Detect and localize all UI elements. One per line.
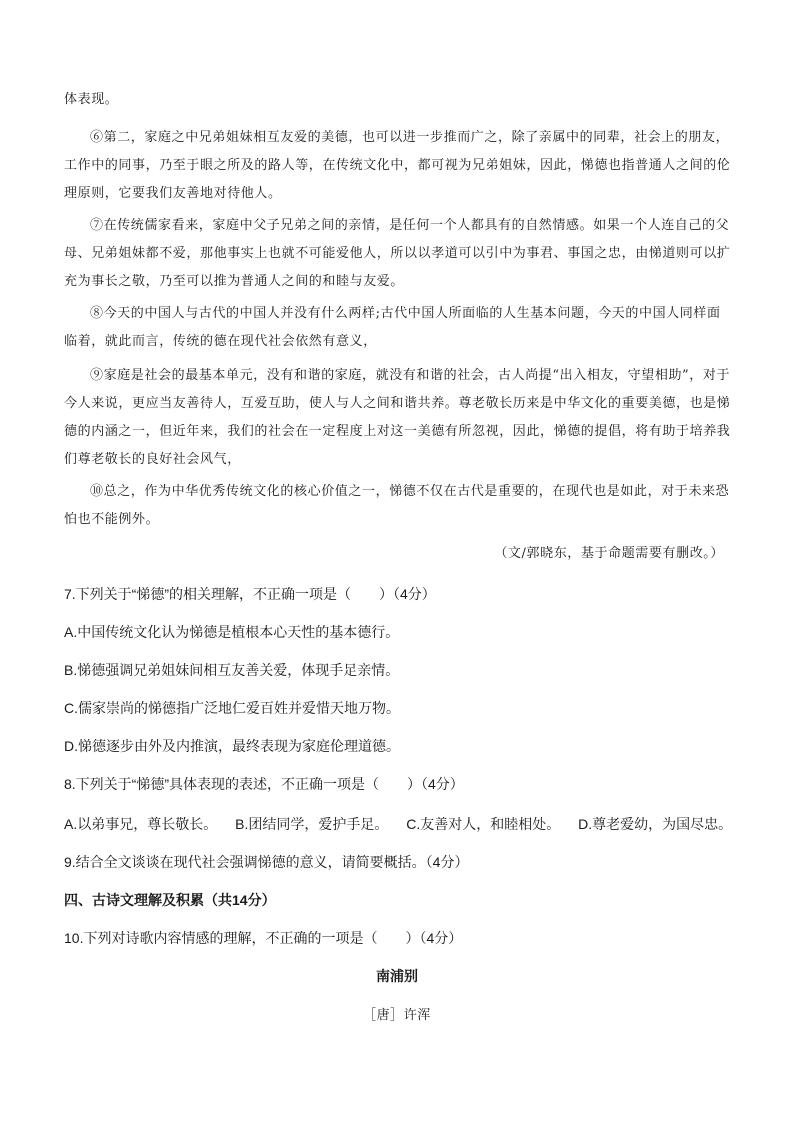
question-8-options (64, 814, 746, 834)
question-7-option-b: B.悌德强调兄弟姐妹间相互友善关爱，体现手足亲情。 (64, 662, 400, 678)
question-9-stem: 9.结合全文谈谈在现代社会强调悌德的意义，请简要概括。（4分） (64, 854, 469, 870)
passage-paragraph-10: ⑩总之，作为中华优秀传统文化的核心价值之一，悌德不仅在古代是重要的，在现代也是如此，对于未来恐怕也不能例外。 (64, 484, 730, 527)
question-8-stem: 8.下列关于“悌德”具体表现的表述，不正确一项是（ ）（4分） (64, 776, 464, 792)
question-7-option-a: A.中国传统文化认为悌德是植根本心天性的基本德行。 (64, 624, 400, 640)
question-7-stem: 7.下列关于“悌德”的相关理解，不正确一项是（ ）（4分） (64, 586, 436, 602)
question-10-stem: 10.下列对诗歌内容情感的理解，不正确的一项是（ ）（4分） (64, 930, 463, 946)
question-8-option-a: A.以弟事兄，尊长敬长。 (64, 816, 218, 832)
poem-author: ［唐］许浑 (362, 1008, 431, 1023)
question-8-option-d: D.尊老爱幼，为国尽忠。 (578, 816, 733, 832)
passage-paragraph-9: ⑨家庭是社会的最基本单元，没有和谐的家庭，就没有和谐的社会，古人尚提“出入相友，守望相助”，对于今人来说，更应当友善待人，互爱互助，使人与人之间和谐共养。尊老敬长历来是中华文化的重要美德，也是悌德的内涵之一，但近年来，我们的社会在一定程度上对这一美德有所忽视，因此，悌德的提倡，将有助于培养我们尊老敬长的良好社会风气， (64, 368, 731, 467)
question-8-option-b: B.团结同学，爱护手足。 (235, 816, 389, 832)
section-4-heading: 四、古诗文理解及积累（共14分） (64, 892, 276, 908)
poem-title: 南浦别 (376, 968, 418, 984)
passage-paragraph-7: ⑦在传统儒家看来，家庭中父子兄弟之间的亲情，是任何一个人都具有的自然情感。如果一个人连自己的父母、兄弟姐妹都不爱，那他事实上也就不可能爱他人，所以以孝道可以引中为事君、事国之忠，由悌道则可以扩充为事长之敬，乃至可以推为普通人之间的和睦与友爱。 (64, 218, 731, 289)
passage-paragraph-6: ⑥第二，家庭之中兄弟姐妹相互友爱的美德，也可以进一步推而广之，除了亲属中的同辈，社会上的朋友，工作中的同事，乃至于眼之所及的路人等，在传统文化中，都可视为兄弟姐妹，因此，悌德也指普通人之间的伦理原则，它要我们友善地对待他人。 (64, 130, 731, 201)
question-7-option-d: D.悌德逐步由外及内推演，最终表现为家庭伦理道德。 (64, 738, 400, 754)
question-8-option-c: C.友善对人，和睦相处。 (406, 816, 561, 832)
question-7-option-c: C.儒家崇尚的悌德指广泛地仁爱百姓并爱惜天地万物。 (64, 700, 400, 716)
passage-paragraph-tail: 体表现。 (64, 92, 119, 107)
passage-source: （文/郭晓东，基于命题需要有删改。） (494, 546, 724, 561)
passage-paragraph-8: ⑧今天的中国人与古代的中国人并没有什么两样;古代中国人所面临的人生基本问题，今天的中国人同样面临着，就此而言，传统的德在现代社会依然有意义， (64, 306, 721, 349)
